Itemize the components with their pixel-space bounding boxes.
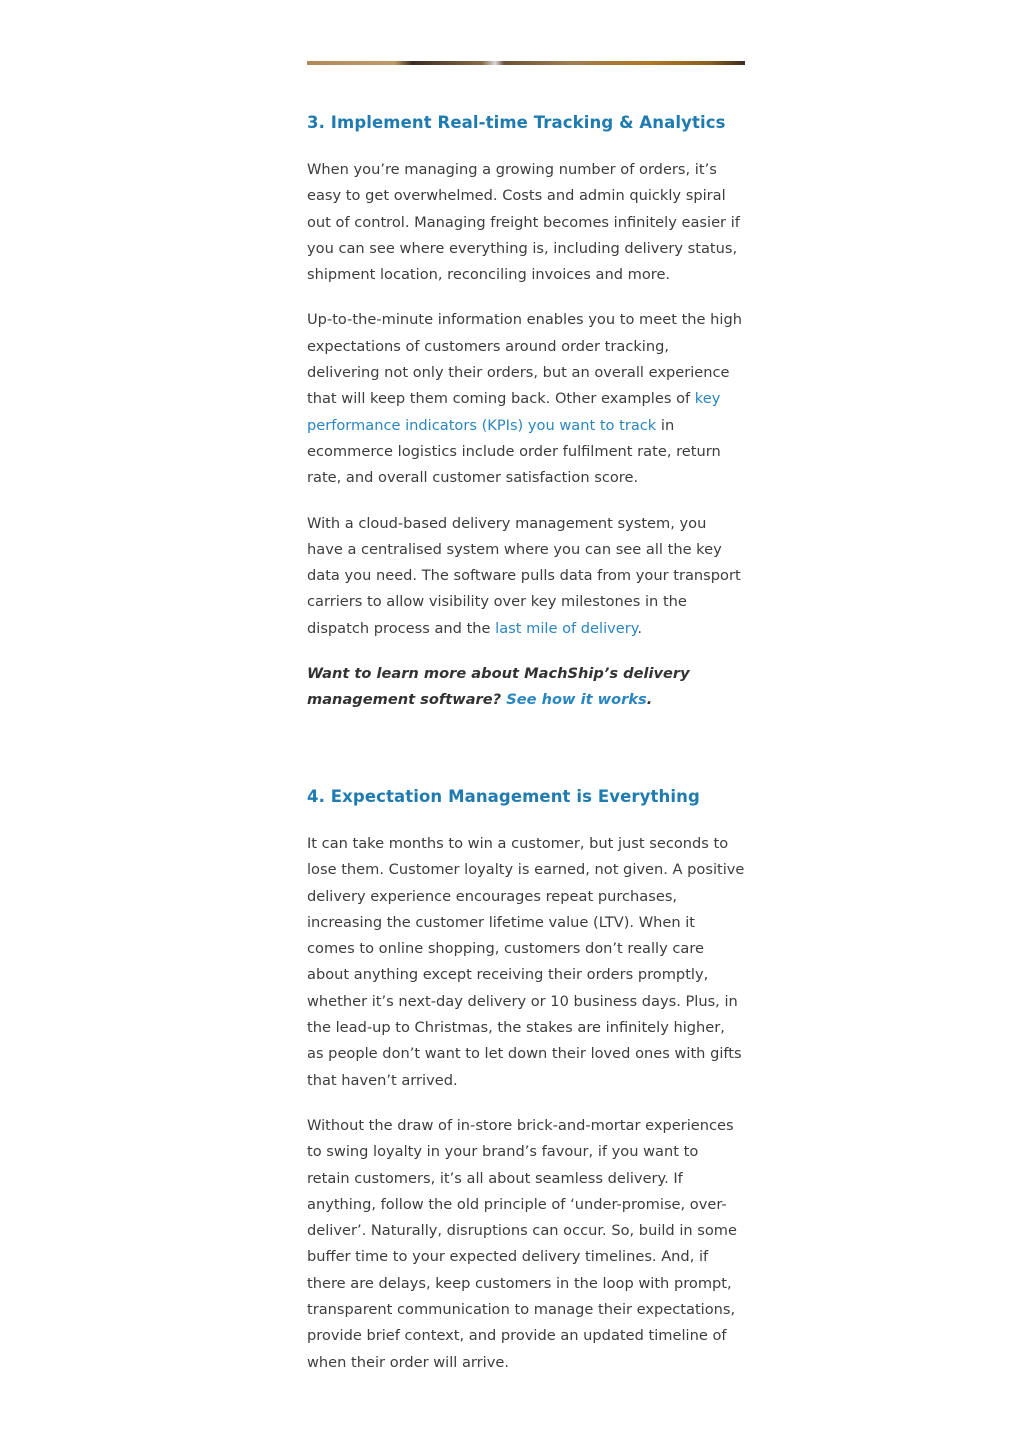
section-4	[307, 785, 745, 1395]
section-3	[307, 111, 745, 733]
section-3-paragraph-1: When you’re managing a growing number of orders, it’s easy to get overwhelmed. Costs and admin quickly spiral out of control. Managing freight becomes infinitely easier if you can see where everything is, including delivery status, shipment location, reconciling invoices and more.	[307, 161, 740, 284]
text: .	[637, 619, 642, 637]
text: With a cloud-based delivery management system, you have a centralised system where you can see all the key data you need. The software pulls data from your transport carriers to allow visibility over key milestones in the dispatch process and the	[307, 514, 741, 637]
section-3-paragraph-2	[307, 307, 745, 491]
last-mile-link[interactable]: last mile of delivery	[495, 619, 638, 637]
kpi-link[interactable]: key performance indicators (KPIs) you want to track	[307, 390, 721, 434]
text: Up-to-the-minute information enables you to meet the high expectations of customers around order tracking, delivering not only their orders, but an overall experience that will keep them coming back. Other examples of	[307, 311, 742, 408]
section-3-paragraph-3	[307, 511, 745, 642]
article-image-bottom-edge	[307, 61, 745, 65]
section-4-heading: 4. Expectation Management is Everything	[307, 787, 700, 806]
see-how-it-works-link[interactable]: See how it works	[506, 691, 647, 709]
section-4-paragraph-2: Without the draw of in-store brick-and-mortar experiences to swing loyalty in your brand’s favour, if you want to retain customers, it’s all about seamless delivery. If anything, follow the old principle of ‘under-promise, over-deliver’. Naturally, disruptions can occur. So, build in some buffer time to your expected delivery timelines. And, if there are delays, keep customers in the loop with prompt, transparent communication to manage their expectations, provide brief context, and provide an updated timeline of when their order will arrive.	[307, 1116, 737, 1371]
text: Want to learn more about MachShip’s delivery management software?	[307, 665, 690, 709]
section-3-heading: 3. Implement Real-time Tracking & Analytics	[307, 113, 726, 132]
section-4-paragraph-1: It can take months to win a customer, but just seconds to lose them. Customer loyalty is earned, not given. A positive delivery experience encourages repeat purchases, increasing the customer lifetime value (LTV). When it comes to online shopping, customers don’t really care about anything except receiving their orders promptly, whether it’s next-day delivery or 10 business days. Plus, in the lead-up to Christmas, the stakes are infinitely higher, as people don’t want to let down their loved ones with gifts that haven’t arrived.	[307, 835, 745, 1089]
cta-paragraph	[307, 661, 745, 714]
text: in ecommerce logistics include order fulfilment rate, return rate, and overall customer satisfaction score.	[307, 416, 721, 487]
text: .	[646, 691, 653, 709]
